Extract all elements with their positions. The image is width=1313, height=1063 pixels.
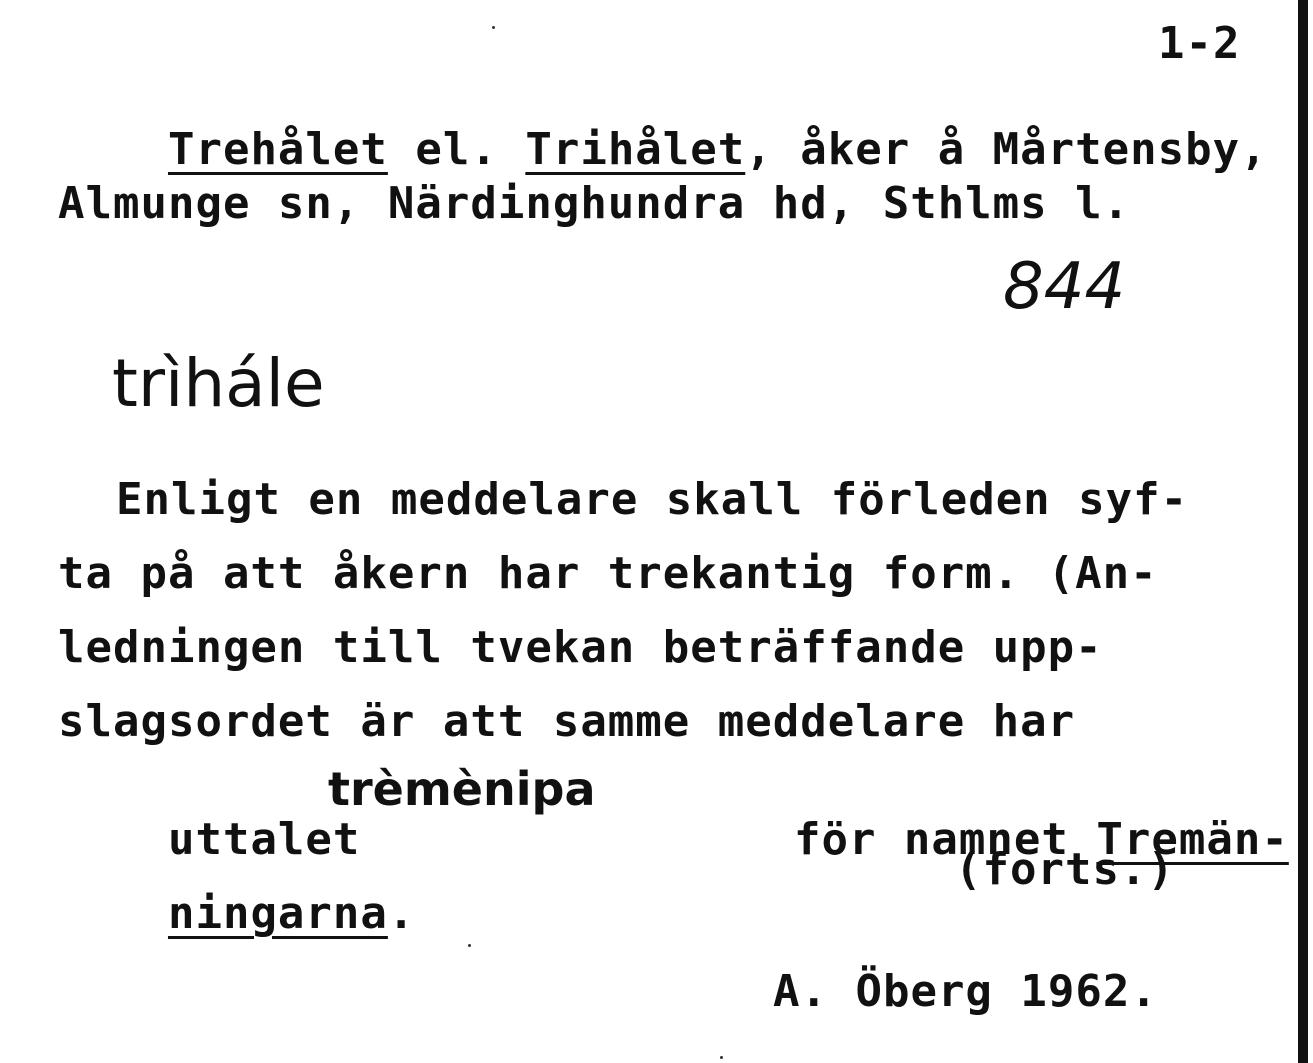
- body-line-1: Enligt en meddelare skall förleden syf-: [116, 474, 1189, 525]
- place-name-3-cont: ningarna: [167, 888, 388, 939]
- continued-note: (forts.): [955, 844, 1175, 895]
- handwritten-number: 844: [1003, 250, 1126, 324]
- line6-end: .: [387, 888, 416, 939]
- location-line: Almunge sn, Närdinghundra hd, Sthlms l.: [58, 178, 1131, 229]
- place-name-1: Trehålet: [167, 124, 388, 175]
- heading-rest: , åker å Mårtensby,: [745, 124, 1268, 175]
- heading-separator: el.: [387, 124, 526, 175]
- body-line-4: slagsordet är att samme meddelare har: [58, 696, 1076, 747]
- place-name-2: Trihålet: [525, 124, 746, 175]
- body-line-2: ta på att åkern har trekantig form. (An-: [58, 548, 1158, 599]
- card-number: 1-2: [1158, 18, 1241, 69]
- signature: A. Öberg 1962.: [773, 966, 1158, 1017]
- paper-speck: [492, 26, 495, 29]
- body-line-3: ledningen till tvekan beträffande upp-: [58, 622, 1103, 673]
- paper-speck: [720, 1056, 723, 1059]
- pronunciation-handwritten-2: trèmènipa: [328, 762, 596, 816]
- pronunciation-handwritten: trìhále: [112, 345, 325, 422]
- place-name-3: Tremän-: [1096, 814, 1289, 865]
- line5-mid: för namnet: [793, 814, 1069, 865]
- paper-speck: [468, 944, 471, 947]
- body-line-6: [58, 848, 415, 980]
- card-edge: [1298, 0, 1308, 1063]
- line5-start: uttalet: [167, 814, 361, 865]
